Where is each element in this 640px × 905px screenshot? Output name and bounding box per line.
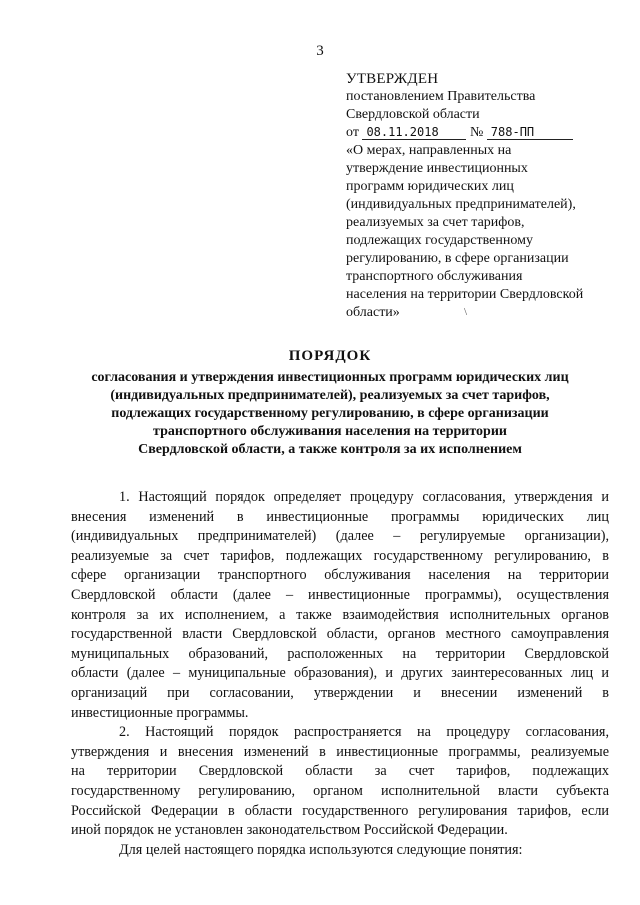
body-line: реализуемые за счет тарифов, подлежащих государственному регулированию, в — [71, 547, 609, 564]
body-line: 2. Настоящий порядок распространяется на процедуру согласования, — [119, 724, 609, 741]
body-line: инвестиционные программы. — [71, 704, 249, 721]
approval-line: Свердловской области — [346, 107, 480, 122]
handwritten-number: 788-ПП — [487, 125, 573, 140]
body-line: (индивидуальных предпринимателей) (далее – регулируемые организации), — [71, 528, 609, 545]
body-line: сфере организации транспортного обслуживания населения на территории — [71, 567, 609, 584]
approval-line: реализуемых за счет тарифов, — [346, 215, 525, 230]
date-prefix: от — [346, 125, 359, 140]
handwritten-date: 08.11.2018 — [362, 125, 466, 140]
body-line: утверждения и внесения изменений в инвестиционные программы, реализуемые — [71, 743, 609, 760]
body-line: на территории Свердловской области за счет тарифов, подлежащих — [71, 763, 609, 780]
body-line: области (далее – муниципальные образования), и других заинтересованных лиц и — [71, 665, 609, 682]
approval-stamp-block — [346, 70, 616, 322]
document-title: ПОРЯДОК — [288, 348, 372, 364]
stray-scan-mark: \ — [464, 306, 468, 318]
body-line: муниципальных образований, расположенных на территории Свердловской — [71, 645, 609, 662]
document-subtitle-line: согласования и утверждения инвестиционных программ юридических лиц — [91, 370, 569, 385]
approval-line: регулированию, в сфере организации — [346, 251, 569, 266]
document-body — [71, 488, 609, 860]
body-line: Российской Федерации в области государственного регулирования тарифов, если — [71, 802, 609, 819]
body-line: Свердловской области (далее – инвестиционные программы), осуществления — [71, 586, 609, 603]
approval-line: (индивидуальных предпринимателей), — [346, 197, 576, 212]
body-line: внесения изменений в инвестиционные программы юридических лиц — [71, 508, 609, 525]
document-title-block — [60, 346, 600, 459]
document-subtitle-line: (индивидуальных предпринимателей), реализуемых за счет тарифов, — [110, 388, 550, 403]
document-subtitle-line: подлежащих государственному регулированию, в сфере организации — [111, 406, 549, 421]
body-line: государственному регулированию, органом исполнительной власти субъекта — [71, 782, 609, 799]
body-line: Для целей настоящего порядка используются следующие понятия: — [119, 841, 523, 858]
body-line: 1. Настоящий порядок определяет процедуру согласования, утверждения и — [119, 489, 609, 505]
body-line: государственной власти Свердловской области, органов местного самоуправления — [71, 626, 609, 643]
approval-line: постановлением Правительства — [346, 89, 536, 104]
body-line: контроля за их исполнением, а также взаимодействия исполнительных органов — [71, 606, 609, 623]
approval-line: «О мерах, направленных на — [346, 143, 512, 158]
approval-line: утверждение инвестиционных — [346, 161, 528, 176]
number-sign: № — [469, 125, 484, 140]
page-number: 3 — [316, 43, 324, 59]
body-line: организаций при согласовании, утверждении и внесении изменений в — [71, 684, 609, 701]
approval-date-line — [346, 124, 616, 142]
document-subtitle-line: Свердловской области, а также контроля за их исполнением — [138, 442, 522, 457]
document-subtitle-line: транспортного обслуживания населения на территории — [153, 424, 507, 439]
approval-line: транспортного обслуживания — [346, 269, 523, 284]
body-line: иной порядок не установлен законодательством Российской Федерации. — [71, 822, 508, 839]
approval-line: населения на территории Свердловской — [346, 287, 584, 302]
approval-line: области» — [346, 305, 400, 320]
approval-line: программ юридических лиц — [346, 179, 514, 194]
approval-line: подлежащих государственному — [346, 233, 533, 248]
approval-heading: УТВЕРЖДЕН — [346, 71, 439, 87]
